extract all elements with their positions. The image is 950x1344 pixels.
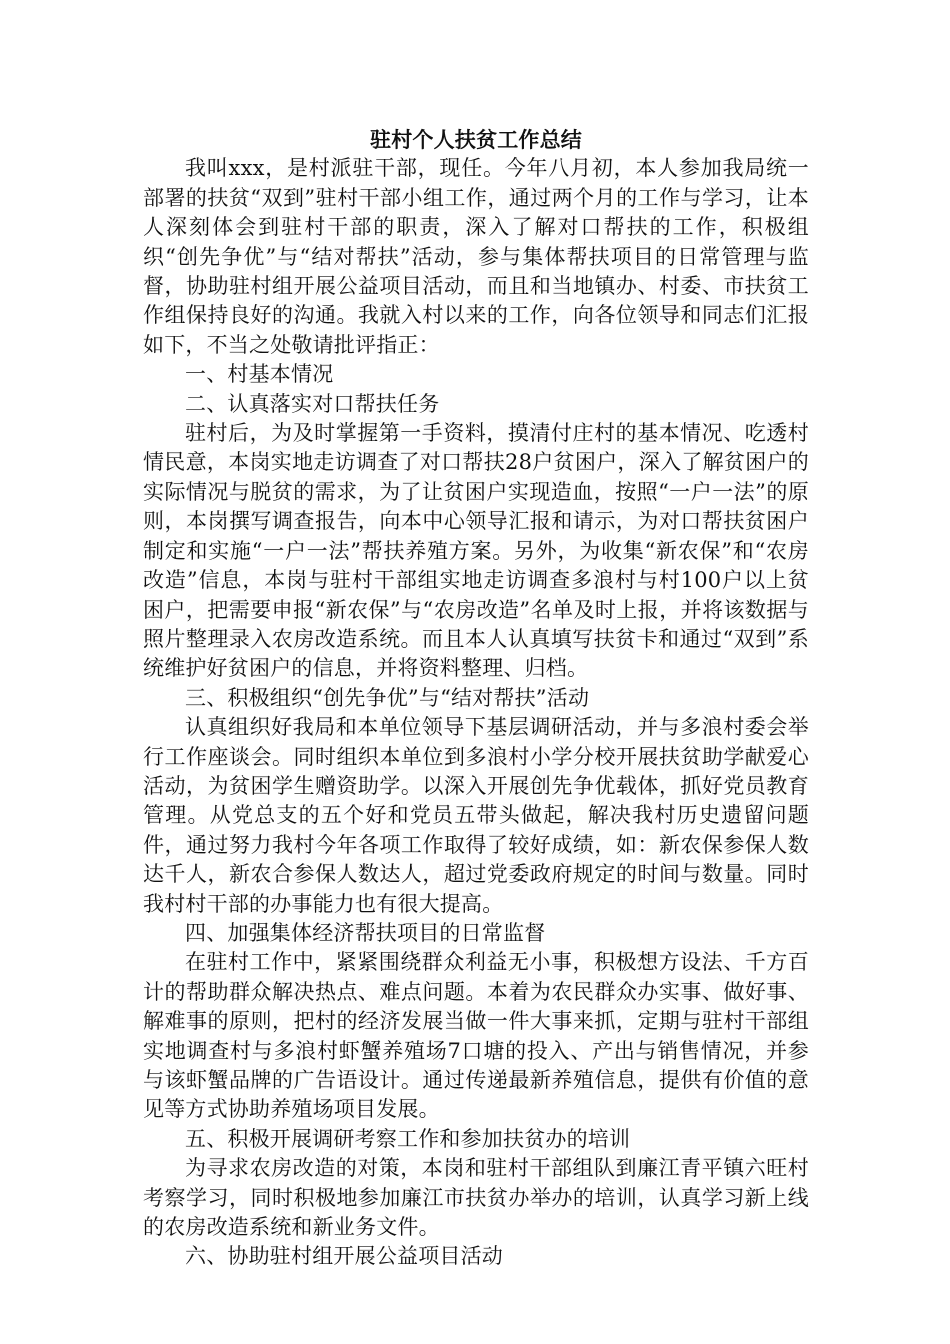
- paragraph-section-3: 认真组织好我局和本单位领导下基层调研活动，并与多浪村委会举行工作座谈会。同时组织本单位到多浪村小学分校开展扶贫助学献爱心活动，为贫困学生赠资助学。以深入开展创先争优载体，抓好党员教育管理。从党总支的五个好和党员五带头做起，解决我村历史遗留问题件，通过努力我村今年各项工作取得了较好成绩，如：新农保参保人数达千人，新农合参保人数达人，超过党委政府规定的时间与数量。同时我村村干部的办事能力也有很大提高。: [143, 715, 809, 916]
- section-heading-6: 六、协助驻村组开展公益项目活动: [185, 1244, 503, 1269]
- page-title: 驻村个人扶贫工作总结: [370, 127, 582, 152]
- paragraph-section-4: 在驻村工作中，紧紧围绕群众利益无小事，积极想方设法、千方百计的帮助群众解决热点、难点问题。本着为农民群众办实事、做好事、解难事的原则，把村的经济发展当做一件大事来抓，定期与驻村干部组实地调查村与多浪村虾蟹养殖场7口塘的投入、产出与销售情况，并参与该虾蟹品牌的广告语设计。通过传递最新养殖信息，提供有价值的意见等方式协助养殖场项目发展。: [143, 950, 809, 1122]
- paragraph-section-5: 为寻求农房改造的对策，本岗和驻村干部组队到廉江青平镇六旺村考察学习，同时积极地参加廉江市扶贫办举办的培训，认真学习新上线的农房改造系统和新业务文件。: [143, 1156, 809, 1240]
- section-heading-2: 二、认真落实对口帮扶任务: [185, 391, 440, 416]
- paragraph-intro: 我叫xxx，是村派驻干部，现任。今年八月初，本人参加我局统一部署的扶贫“双到”驻村干部小组工作，通过两个月的工作与学习，让本人深刻体会到驻村干部的职责，深入了解对口帮扶的工作，积极组织“创先争优”与“结对帮扶”活动，参与集体帮扶项目的日常管理与监督，协助驻村组开展公益项目活动，而且和当地镇办、村委、市扶贫工作组保持良好的沟通。我就入村以来的工作，向各位领导和同志们汇报如下，不当之处敬请批评指正：: [143, 156, 809, 357]
- section-heading-4: 四、加强集体经济帮扶项目的日常监督: [185, 920, 546, 945]
- section-heading-5: 五、积极开展调研考察工作和参加扶贫办的培训: [185, 1126, 631, 1151]
- document-body: [143, 125, 809, 1272]
- paragraph-section-2: 驻村后，为及时掌握第一手资料，摸清付庄村的基本情况、吃透村情民意，本岗实地走访调查了对口帮扶28户贫困户，深入了解贫困户的实际情况与脱贫的需求，为了让贫困户实现造血，按照“一户一法”的原则，本岗撰写调查报告，向本中心领导汇报和请示，为对口帮扶贫困户制定和实施“一户一法”帮扶养殖方案。另外，为收集“新农保”和“农房改造”信息，本岗与驻村干部组实地走访调查多浪村与村100户以上贫困户，把需要申报“新农保”与“农房改造”名单及时上报，并将该数据与照片整理录入农房改造系统。而且本人认真填写扶贫卡和通过“双到”系统维护好贫困户的信息，并将资料整理、归档。: [143, 421, 809, 681]
- section-heading-1: 一、村基本情况: [185, 362, 334, 387]
- section-heading-3: 三、积极组织“创先争优”与“结对帮扶”活动: [185, 685, 590, 710]
